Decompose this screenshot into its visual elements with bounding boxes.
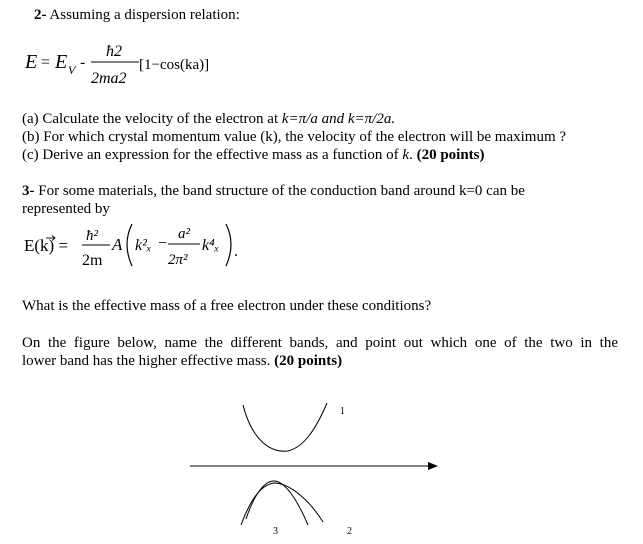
problem3-question: What is the effective mass of a free electron under these conditions? bbox=[22, 298, 432, 314]
formula3-A: A bbox=[112, 235, 123, 254]
problem2-heading-text: Assuming a dispersion relation: bbox=[46, 7, 240, 23]
band-3-curve bbox=[246, 481, 308, 525]
problem3-number: 3- bbox=[22, 183, 35, 199]
problem2-part-b: (b) For which crystal momentum value (k), the velocity of the electron will be maximum ? bbox=[22, 129, 567, 145]
problem2-part-a bbox=[22, 110, 395, 128]
problem2-number: 2- bbox=[34, 7, 47, 23]
part-a-text: (a) Calculate the velocity of the electron at bbox=[22, 111, 282, 127]
part-a-math: k=π/a and k=π/2a. bbox=[281, 111, 396, 127]
band-label-3: 3 bbox=[273, 526, 278, 537]
formula3-hbar2: ħ² bbox=[86, 228, 98, 244]
formula3-two-pi2: 2π² bbox=[168, 252, 188, 268]
part-c-text: (c) Derive an expression for the effective mass as a function of bbox=[22, 147, 403, 163]
formula3-k4: k⁴ₓ bbox=[202, 237, 220, 254]
formula3-dot: . bbox=[234, 243, 238, 260]
formula3-k2: k²ₓ bbox=[135, 237, 152, 254]
problem3-figure-text-line2 bbox=[22, 352, 342, 370]
formula-ev-sub: V bbox=[68, 63, 76, 77]
problem3-figure-text-line1: On the figure below, name the different bands, and point out which one of the two in the bbox=[22, 335, 618, 351]
problem2-heading bbox=[34, 6, 240, 24]
band-2-curve bbox=[241, 483, 323, 525]
axis-arrowhead bbox=[428, 462, 438, 470]
formula3-minus: − bbox=[158, 235, 168, 252]
formula3-a2: a² bbox=[178, 226, 190, 242]
problem3-intro-line1 bbox=[22, 182, 525, 200]
formula-num: ħ2 bbox=[106, 43, 122, 60]
band-label-2: 2 bbox=[347, 526, 352, 537]
band-structure-formula bbox=[20, 218, 250, 274]
problem3-intro-line2: represented by bbox=[22, 201, 110, 217]
band-label-1: 1 bbox=[340, 406, 345, 417]
formula-lhs: E bbox=[25, 51, 38, 73]
band-diagram bbox=[180, 395, 450, 544]
figure-text2: lower band has the higher effective mass. bbox=[22, 353, 275, 369]
figure-points: (20 points) bbox=[274, 353, 343, 369]
problem3-intro-text: For some materials, the band structure of the conduction band around k=0 can be bbox=[34, 183, 525, 199]
band-1-curve bbox=[243, 403, 327, 451]
formula3-lhs: E(k) = bbox=[24, 236, 69, 255]
problem2-part-c: (c) Derive an expression for the effective mass as a function of k. (20 points) bbox=[22, 147, 485, 163]
formula-bracket: [1−cos(ka)] bbox=[139, 57, 210, 73]
formula-den: 2ma2 bbox=[91, 70, 127, 87]
formula-eq: = bbox=[41, 54, 51, 71]
formula3-two-m: 2m bbox=[82, 252, 103, 269]
formula-minus: - bbox=[80, 54, 86, 71]
part-c-points: (20 points) bbox=[416, 147, 485, 163]
part-c-k: k bbox=[402, 147, 410, 163]
dispersion-formula bbox=[22, 36, 262, 92]
formula-ev: E bbox=[55, 51, 68, 73]
